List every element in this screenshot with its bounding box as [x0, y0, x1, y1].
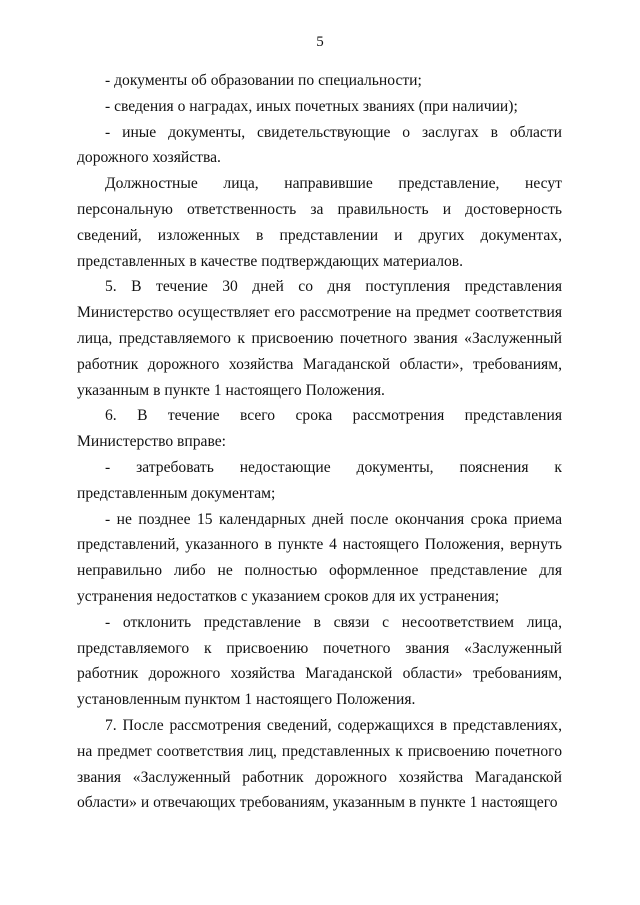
document-body	[77, 68, 562, 816]
paragraph-clause-6: 6. В течение всего срока рассмотрения представления Министерство вправе:	[77, 407, 562, 451]
paragraph-request-documents: - затребовать недостающие документы, пояснения к представленным документам;	[77, 458, 562, 502]
paragraph-reject-submission: - отклонить представление в связи с несоответствием лица, представляемого к присвоению почетного звания «Заслуженный работник дорожного хозяйства Магаданской области» требованиям, установленным пунктом 1 настоящего Положения.	[77, 613, 562, 709]
paragraph-officials-responsibility: Должностные лица, направившие представление, несут персональную ответственность за правильность и достоверность сведений, изложенных в представлении и других документах, представленных в качестве подтверждающих материалов.	[77, 175, 562, 270]
paragraph-clause-7: 7. После рассмотрения сведений, содержащихся в представлениях, на предмет соответствия лиц, представленных к присвоению почетного звания «Заслуженный работник дорожного хозяйства Магаданской области» и отвечающих требованиям, указанным в пункте 1 настоящего	[77, 716, 562, 812]
page-number: 5	[316, 34, 324, 50]
paragraph-clause-5: 5. В течение 30 дней со дня поступления представления Министерство осуществляет его рассмотрение на предмет соответствия лица, представляемого к присвоению почетного звания «Заслуженный работник дорожного хозяйства Магаданской области», требованиям, указанным в пункте 1 настоящего Положения.	[77, 278, 562, 399]
paragraph-return-submission: - не позднее 15 календарных дней после окончания срока приема представлений, указанного в пункте 4 настоящего Положения, вернуть неправильно либо не полностью оформленное представление для устранения недостатков с указанием сроков для их устранения;	[77, 510, 562, 605]
paragraph-awards-info: - сведения о наградах, иных почетных званиях (при наличии);	[105, 97, 518, 115]
paragraph-other-documents: - иные документы, свидетельствующие о заслугах в области дорожного хозяйства.	[77, 123, 562, 167]
paragraph-education-documents: - документы об образовании по специальности;	[105, 72, 422, 89]
